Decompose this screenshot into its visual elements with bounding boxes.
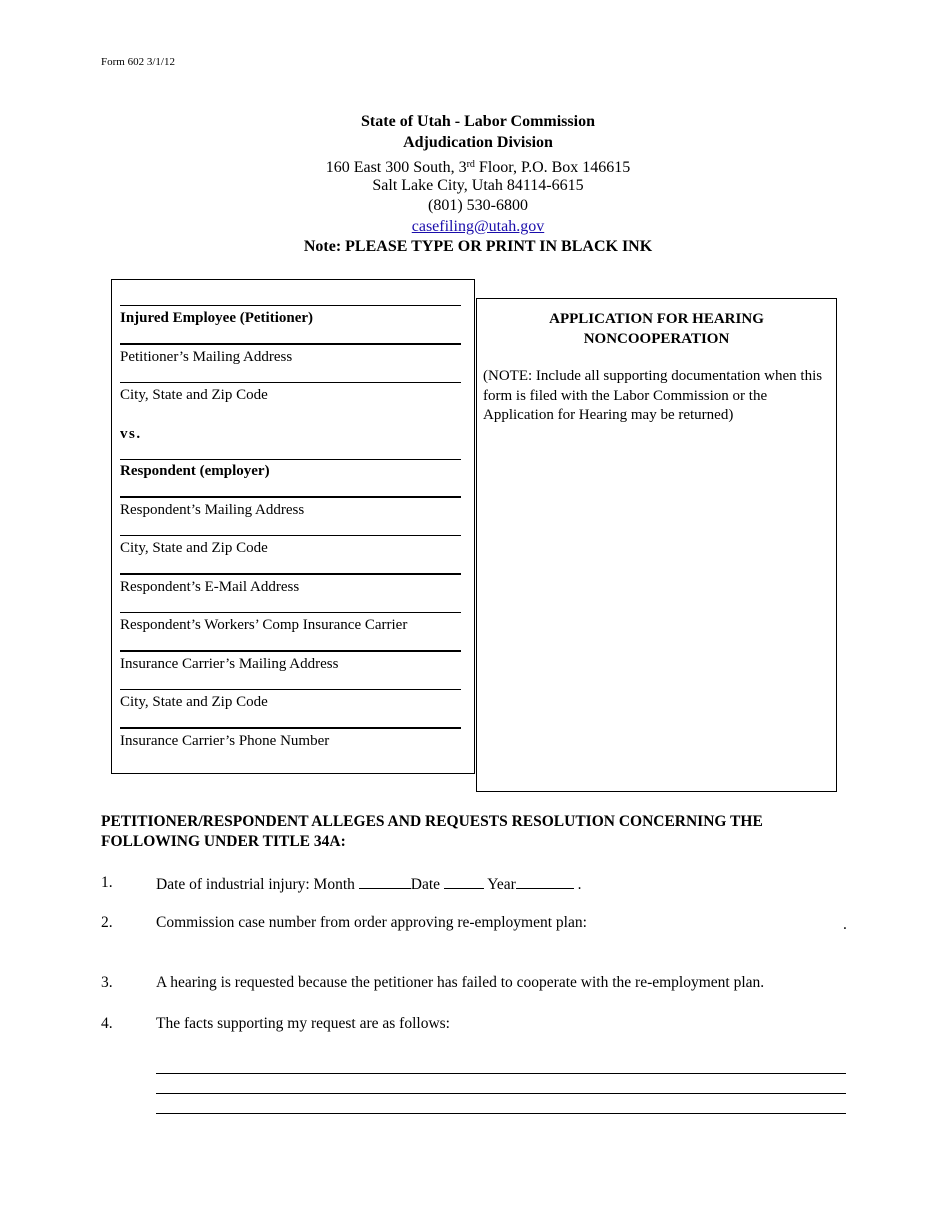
case-caption-box	[111, 279, 475, 774]
facts-line-1[interactable]	[156, 1073, 846, 1074]
insurance-carrier-line[interactable]	[120, 612, 461, 613]
carrier-address-label: Insurance Carrier’s Mailing Address	[120, 656, 339, 672]
injury-month-field[interactable]	[359, 874, 411, 889]
facts-line-2[interactable]	[156, 1093, 846, 1094]
injury-date-field[interactable]	[444, 874, 484, 889]
agency-name: State of Utah - Labor Commission	[361, 113, 595, 130]
carrier-city-line[interactable]	[120, 689, 461, 690]
agency-phone: (801) 530-6800	[428, 197, 528, 214]
agency-address: 160 East 300 South, 3rd Floor, P.O. Box 146615	[325, 159, 631, 176]
division-name: Adjudication Division	[403, 133, 553, 151]
agency-city: Salt Lake City, Utah 84114-6615	[372, 176, 584, 194]
respondent-label: Respondent (employer)	[120, 463, 270, 479]
respondent-city-label: City, State and Zip Code	[120, 540, 268, 556]
agency-header	[240, 112, 716, 258]
respondent-name-line[interactable]	[120, 459, 461, 460]
petitioner-name-line[interactable]	[120, 305, 461, 306]
application-title: APPLICATION FOR HEARING NONCOOPERATION	[549, 311, 764, 347]
respondent-email-label: Respondent’s E-Mail Address	[120, 579, 300, 595]
carrier-address-line[interactable]	[120, 650, 461, 652]
allegation-heading: PETITIONER/RESPONDENT ALLEGES AND REQUESTS RESOLUTION CONCERNING THE FOLLOWING UNDER TITLE 34A:	[101, 813, 763, 850]
respondent-address-line[interactable]	[120, 496, 461, 498]
injured-employee-label: Injured Employee (Petitioner)	[120, 310, 314, 326]
petitioner-city-label: City, State and Zip Code	[120, 387, 268, 403]
carrier-phone-label: Insurance Carrier’s Phone Number	[120, 733, 330, 749]
petitioner-city-line[interactable]	[120, 382, 461, 383]
ink-note: Note: PLEASE TYPE OR PRINT IN BLACK INK	[303, 238, 653, 255]
injury-year-field[interactable]	[516, 874, 574, 889]
respondent-address-label: Respondent’s Mailing Address	[120, 502, 305, 518]
petitioner-address-label: Petitioner’s Mailing Address	[120, 349, 293, 365]
case-number-field-end: .	[843, 916, 847, 933]
respondent-email-line[interactable]	[120, 573, 461, 575]
insurance-carrier-label: Respondent’s Workers’ Comp Insurance Carrier	[120, 617, 408, 633]
petitioner-address-line[interactable]	[120, 343, 461, 345]
application-title-box	[476, 298, 837, 792]
carrier-phone-line[interactable]	[120, 727, 461, 729]
carrier-city-label: City, State and Zip Code	[120, 694, 268, 710]
facts-line-3[interactable]	[156, 1113, 846, 1114]
respondent-city-line[interactable]	[120, 535, 461, 536]
documentation-note: (NOTE: Include all supporting documentation when this form is filed with the Labor Commission or the Application for Hearing may be returned)	[483, 368, 823, 423]
email-link[interactable]: casefiling@utah.gov	[411, 217, 545, 235]
form-number: Form 602 3/1/12	[101, 56, 175, 68]
versus-label: vs.	[120, 426, 142, 442]
